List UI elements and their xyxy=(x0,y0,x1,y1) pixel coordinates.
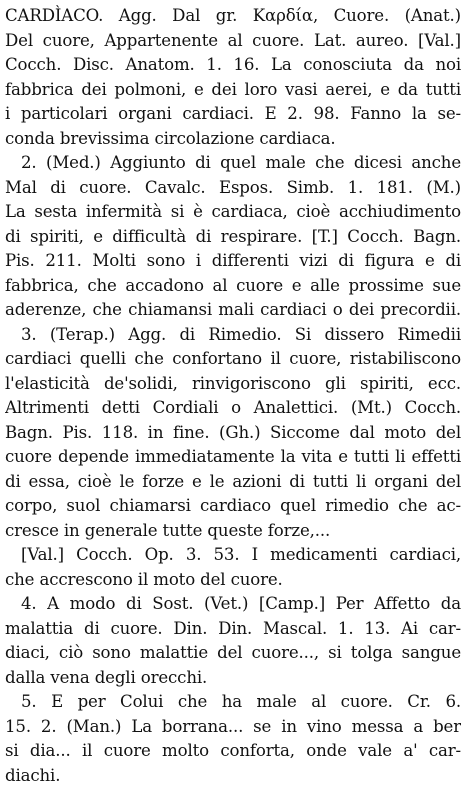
entry-line-29: 5. E per Colui che ha male al cuore. Cr. 6. xyxy=(5,690,461,715)
entry-line-27: diaci, ciò sono malattie del cuore..., si tolga sangue xyxy=(5,641,461,666)
entry-line-32: diachi. xyxy=(5,764,461,788)
entry-line-7: 2. (Med.) Aggiunto di quel male che dicesi anche xyxy=(5,151,461,176)
entry-line-13: aderenze, che chiamansi mali cardiaci o dei precordii. xyxy=(5,298,461,323)
entry-line-10: di spiriti, e difficultà di respirare. [T.] Cocch. Bagn. xyxy=(5,225,461,250)
entry-line-24: che accrescono il moto del cuore. xyxy=(5,568,461,593)
entry-line-2: Del cuore, Appartenente al cuore. Lat. aureo. [Val.] xyxy=(5,29,461,54)
entry-line-17: Altrimenti detti Cordiali o Analettici. (Mt.) Cocch. xyxy=(5,396,461,421)
entry-line-22: cresce in generale tutte queste forze,... xyxy=(5,519,461,544)
entry-line-16: l'elasticità de'solidi, rinvigoriscono gli spiriti, ecc. xyxy=(5,372,461,397)
entry-line-30: 15. 2. (Man.) La borrana... se in vino messa a ber xyxy=(5,715,461,740)
entry-line-20: di essa, cioè le forze e le azioni di tutti li organi del xyxy=(5,470,461,495)
entry-line-6: conda brevissima circolazione cardiaca. xyxy=(5,127,461,152)
entry-line-4: fabbrica dei polmoni, e dei loro vasi aerei, e da tutti xyxy=(5,78,461,103)
entry-line-14: 3. (Terap.) Agg. di Rimedio. Si dissero Rimedii xyxy=(5,323,461,348)
entry-line-5: i particolari organi cardiaci. E 2. 98. Fanno la se- xyxy=(5,102,461,127)
entry-line-25: 4. A modo di Sost. (Vet.) [Camp.] Per Affetto da xyxy=(5,592,461,617)
entry-line-28: dalla vena degli orecchi. xyxy=(5,666,461,691)
entry-line-23: [Val.] Cocch. Op. 3. 53. I medicamenti cardiaci, xyxy=(5,543,461,568)
entry-line-26: malattia di cuore. Din. Din. Mascal. 1. 13. Ai car- xyxy=(5,617,461,642)
entry-line-11: Pis. 211. Molti sono i differenti vizi di figura e di xyxy=(5,249,461,274)
entry-line-9: La sesta infermità si è cardiaca, cioè acchiudimento xyxy=(5,200,461,225)
entry-line-15: cardiaci quelli che confortano il cuore, ristabiliscono xyxy=(5,347,461,372)
entry-line-19: cuore depende immediatamente la vita e tutti li effetti xyxy=(5,445,461,470)
entry-line-3: Cocch. Disc. Anatom. 1. 16. La conosciuta da noi xyxy=(5,53,461,78)
entry-line-1: CARDÌACO. Agg. Dal gr. Καρδία, Cuore. (Anat.) xyxy=(5,4,461,29)
entry-line-8: Mal di cuore. Cavalc. Espos. Simb. 1. 181. (M.) xyxy=(5,176,461,201)
entry-line-12: fabbrica, che accadono al cuore e alle prossime sue xyxy=(5,274,461,299)
entry-line-31: si dia... il cuore molto conforta, onde vale a' car- xyxy=(5,739,461,764)
entry-line-18: Bagn. Pis. 118. in fine. (Gh.) Siccome dal moto del xyxy=(5,421,461,446)
entry-line-21: corpo, suol chiamarsi cardiaco quel rimedio che ac- xyxy=(5,494,461,519)
